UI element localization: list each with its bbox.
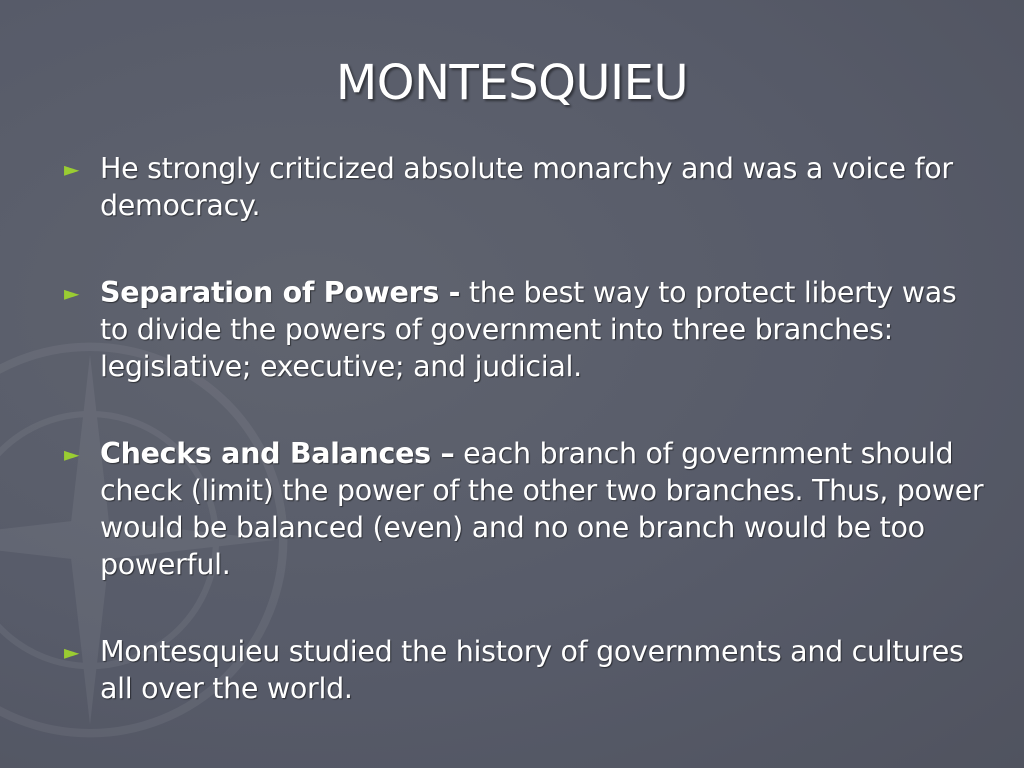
bullet-item [64,633,984,707]
bullet-item [64,435,984,583]
bullet-arrow-icon: ► [64,157,80,181]
bullet-arrow-icon: ► [64,442,80,466]
slide-title: MONTESQUIEU [335,55,689,111]
bullet-text: Montesquieu studied the history of governments and cultures all over the world. [100,635,964,705]
bullet-item [64,274,984,385]
bullet-text: the best way to protect liberty was to divide the powers of government into three branches: legislative; executive; and judicial. [100,276,957,383]
bullet-arrow-icon: ► [64,281,80,305]
bullet-item [64,150,984,224]
bullet-bold-text: Checks and Balances – [100,437,455,470]
bullet-bold-text: Separation of Powers - [100,276,461,309]
bullet-arrow-icon: ► [64,640,80,664]
bullet-text: each branch of government should check (limit) the power of the other two branches. Thus, power would be balanced (even) and no one branch would be too powerful. [100,437,984,581]
bullet-list [64,150,984,707]
bullet-text: He strongly criticized absolute monarchy and was a voice for democracy. [100,152,953,222]
